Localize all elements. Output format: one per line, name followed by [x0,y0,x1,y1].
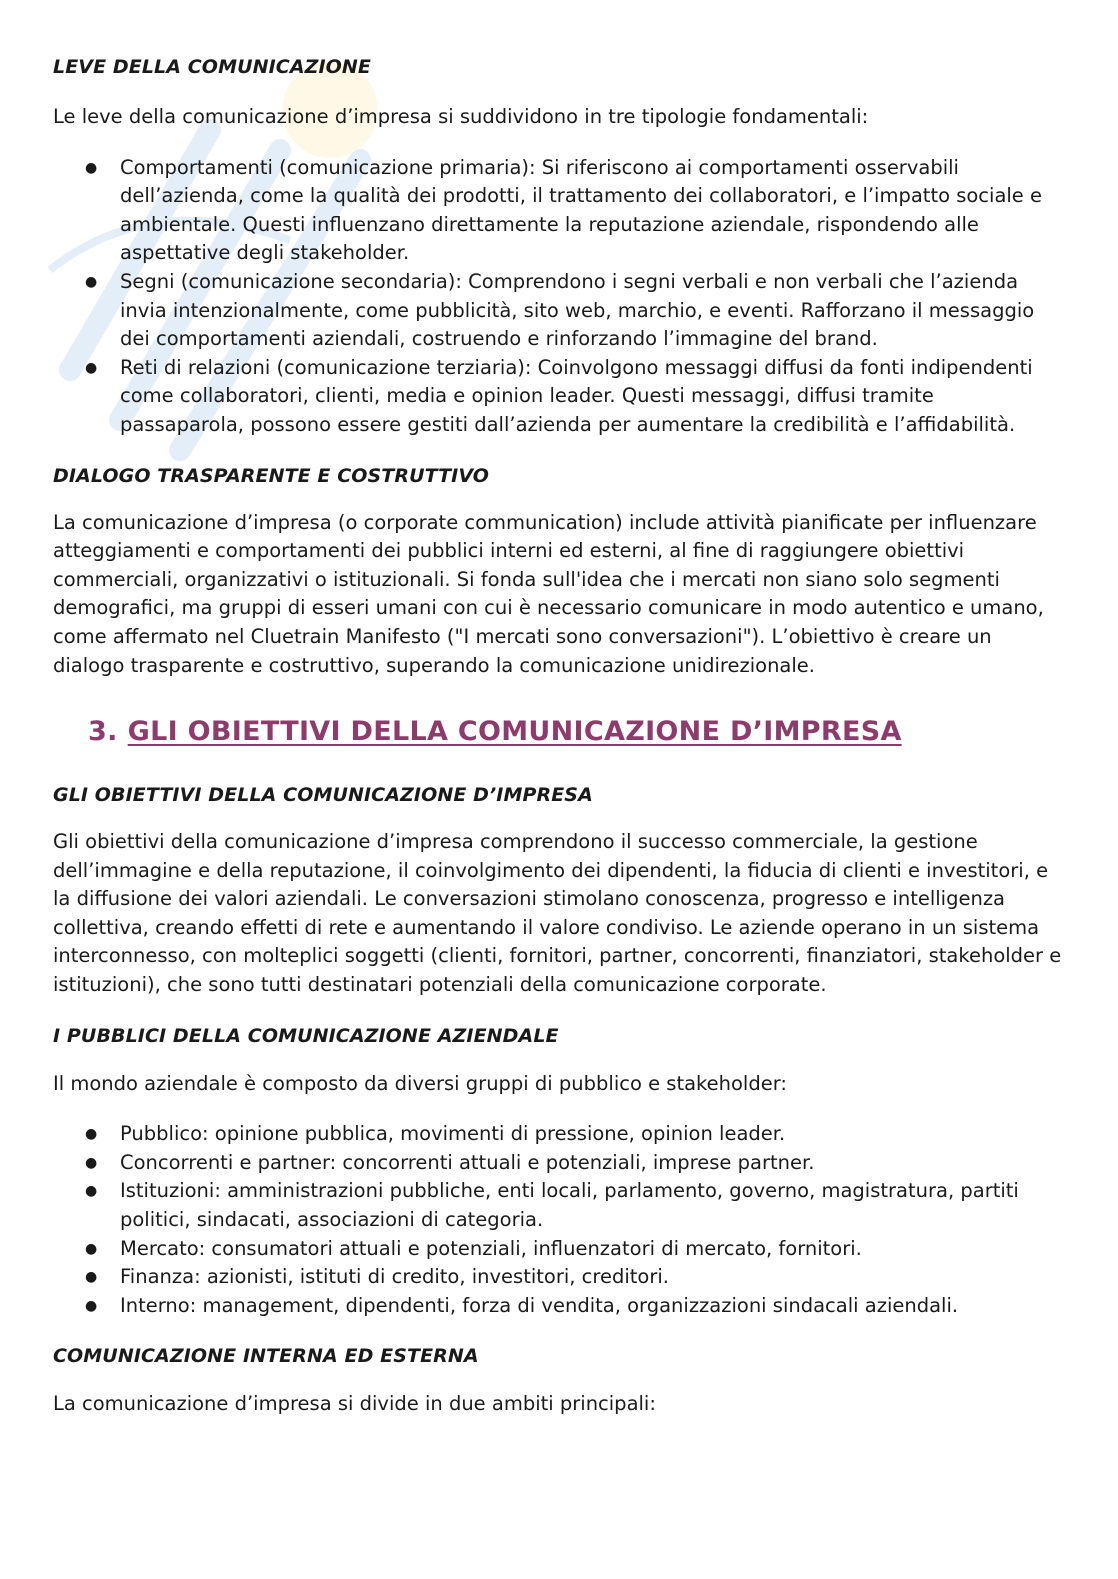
chapter-title-text: GLI OBIETTIVI DELLA COMUNICAZIONE D’IMPRESA [127,716,902,748]
list-item: ● Interno: management, dipendenti, forza di vendita, organizzazioni sindacali aziendali. [53,1292,1063,1321]
chapter-number: 3. [88,716,118,748]
pubblici-intro: Il mondo aziendale è composto da diversi gruppi di pubblico e stakeholder: [53,1071,787,1095]
chapter-title [53,714,1063,750]
list-item: ● Pubblico: opinione pubblica, movimenti di pressione, opinion leader. [53,1120,1063,1149]
leve-intro: Le leve della comunicazione d’impresa si suddividono in tre tipologie fondamentali: [53,105,869,128]
document-page [53,40,1063,1419]
list-item: ● Mercato: consumatori attuali e potenziali, influenzatori di mercato, fornitori. [53,1235,1063,1264]
obiettivi-body: Gli obiettivi della comunicazione d’impresa comprendono il successo commerciale, la gestione dell’immagine e della reputazione, il coinvolgimento dei dipendenti, la fiducia di clienti e investitori, e la diffusione dei valori aziendali. Le conversazioni stimolano conoscenza, progresso e intelligenza collettiva, creando effetti di rete e aumentando il valore condiviso. Le aziende operano in un sistema interconnesso, con molteplici soggetti (clienti, fornitori, partner, concorrenti, finanziatori, stakeholder e istituzioni), che sono tutti destinatari potenziali della comunicazione corporate. [53,830,1062,997]
list-item: ● Finanza: azionisti, istituti di credito, investitori, creditori. [53,1263,1063,1292]
interna-intro: La comunicazione d’impresa si divide in due ambiti principali: [53,1392,656,1416]
list-item: ● Comportamenti (comunicazione primaria): Si riferiscono ai comportamenti osservabili dell’azienda, come la qualità dei prodotti, il trattamento dei collaboratori, e l’impatto sociale e ambientale. Questi influenzano direttamente la reputazione aziendale, rispondendo alle aspettative degli stakeholder. [53,154,1063,268]
heading-interna: COMUNICAZIONE INTERNA ED ESTERNA [53,1345,479,1368]
heading-obiettivi: GLI OBIETTIVI DELLA COMUNICAZIONE D’IMPRESA [53,784,593,807]
list-item: ● Segni (comunicazione secondaria): Comprendono i segni verbali e non verbali che l’azienda invia intenzionalmente, come pubblicità, sito web, marchio, e eventi. Rafforzano il messaggio dei comportamenti aziendali, costruendo e rinforzando l’immagine del brand. [53,268,1063,354]
heading-leve: LEVE DELLA COMUNICAZIONE [53,56,371,78]
dialogo-body: La comunicazione d’impresa (o corporate communication) include attività pianificate per influenzare atteggiamenti e comportamenti dei pubblici interni ed esterni, al fine di raggiungere obiettivi commerciali, organizzativi o istituzionali. Si fonda sull'idea che i mercati non siano solo segmenti demografici, ma gruppi di esseri umani con cui è necessario comunicare in modo autentico e umano, come affermato nel Cluetrain Manifesto ("I mercati sono conversazioni"). L’obiettivo è creare un dialogo trasparente e costruttivo, superando la comunicazione unidirezionale. [53,510,1044,677]
heading-dialogo: DIALOGO TRASPARENTE E COSTRUTTIVO [53,464,490,487]
list-item: ● Concorrenti e partner: concorrenti attuali e potenziali, imprese partner. [53,1149,1063,1178]
heading-pubblici: I PUBBLICI DELLA COMUNICAZIONE AZIENDALE [53,1024,559,1047]
list-item: ● Istituzioni: amministrazioni pubbliche, enti locali, parlamento, governo, magistratura, partiti politici, sindacati, associazioni di categoria. [53,1177,1063,1234]
leve-list [53,154,1063,440]
pubblici-list [53,1120,1063,1320]
list-item: ● Reti di relazioni (comunicazione terziaria): Coinvolgono messaggi diffusi da fonti indipendenti come collaboratori, clienti, media e opinion leader. Questi messaggi, diffusi tramite passaparola, possono essere gestiti dall’azienda per aumentare la credibilità e l’affidabilità. [53,354,1063,440]
